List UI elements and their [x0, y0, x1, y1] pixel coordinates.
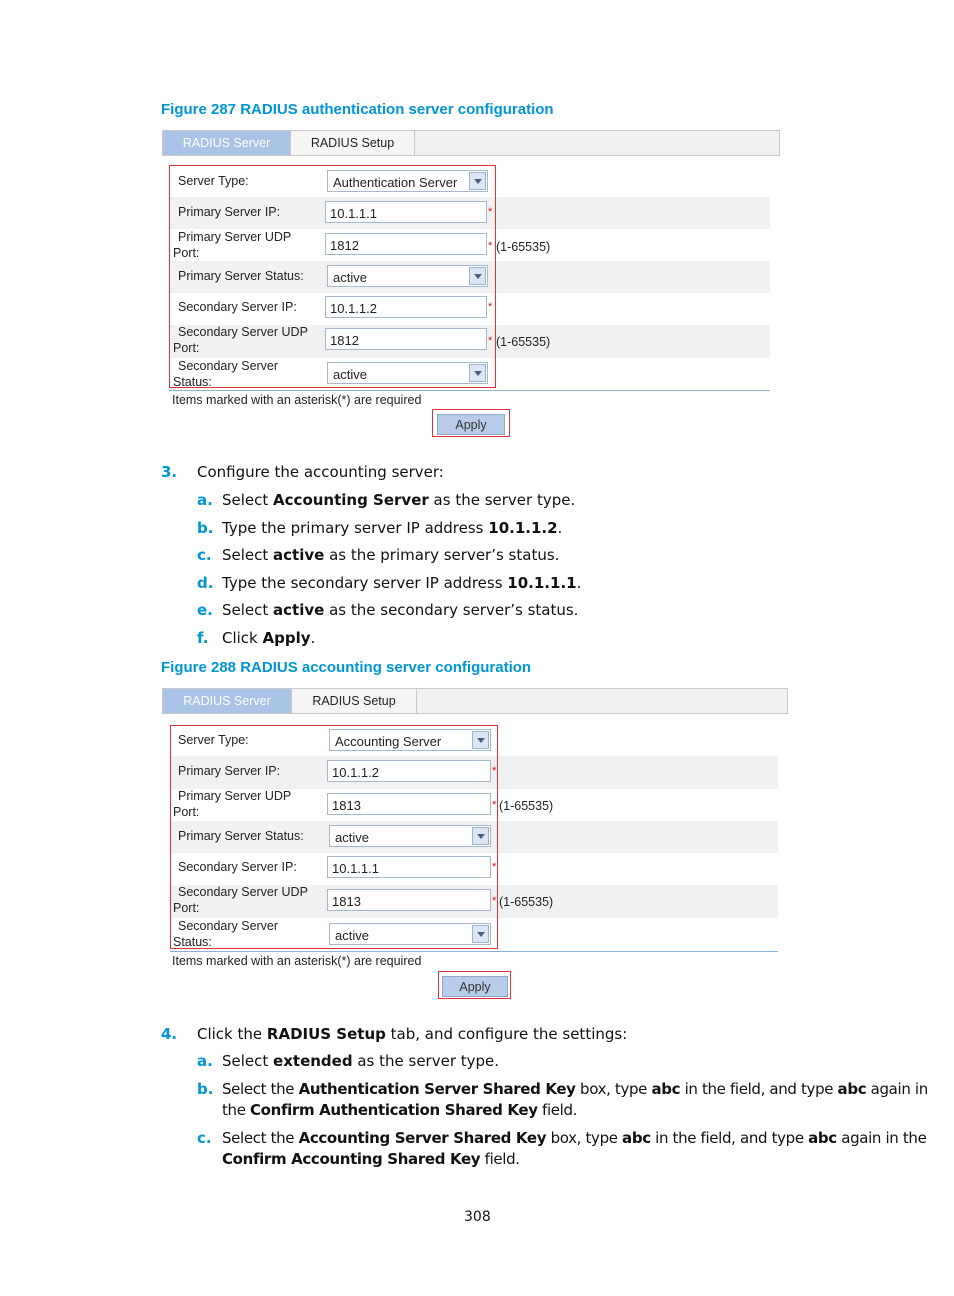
substep-letter: c.: [197, 546, 212, 564]
primary-ip-label: Primary Server IP:: [178, 764, 281, 778]
substep-text: Select Accounting Server as the server type.: [222, 491, 576, 509]
primary-port-label: Primary Server UDP: [178, 789, 292, 803]
secondary-status-select[interactable]: active: [327, 362, 488, 384]
figure-288-caption: Figure 288 RADIUS accounting server configuration: [161, 659, 532, 676]
secondary-ip-input[interactable]: 10.1.1.1: [327, 856, 491, 878]
step-number: 4.: [161, 1025, 178, 1043]
primary-port-input[interactable]: 1812: [325, 233, 487, 255]
substep-text: Select extended as the server type.: [222, 1052, 500, 1070]
port-range-hint: (1-65535): [496, 335, 551, 349]
primary-status-select[interactable]: active: [329, 825, 491, 847]
substep-letter: d.: [197, 574, 214, 592]
secondary-ip-label: Secondary Server IP:: [178, 860, 297, 874]
secondary-status-label: Secondary Server: [178, 919, 279, 933]
substep-text: Click Apply.: [222, 629, 316, 647]
port-range-hint: (1-65535): [496, 240, 551, 254]
secondary-status-label-2: Status:: [173, 375, 212, 389]
primary-status-select[interactable]: active: [327, 265, 488, 287]
secondary-status-label: Secondary Server: [178, 359, 279, 373]
secondary-port-input[interactable]: 1812: [325, 328, 487, 350]
required-asterisk: *: [492, 799, 497, 811]
primary-port-label-2: Port:: [173, 246, 200, 260]
server-type-select[interactable]: Accounting Server: [329, 729, 491, 751]
figure-287-panel: [162, 130, 780, 440]
substep-text: Select the Accounting Server Shared Key box, type abc in the field, and type abc again in the: [222, 1129, 927, 1147]
substep-text: Type the primary server IP address 10.1.1.2.: [222, 519, 563, 537]
required-note: Items marked with an asterisk(*) are required: [172, 393, 422, 407]
server-type-label: Server Type:: [178, 174, 249, 188]
tab-radius-setup[interactable]: RADIUS Setup: [291, 689, 417, 713]
substep-text: Type the secondary server IP address 10.1.1.1.: [222, 574, 582, 592]
substep-letter: f.: [197, 629, 209, 647]
primary-port-input[interactable]: 1813: [327, 793, 491, 815]
step-text: Click the RADIUS Setup tab, and configure the settings:: [197, 1025, 628, 1043]
secondary-port-label: Secondary Server UDP: [178, 325, 308, 339]
secondary-port-label: Secondary Server UDP: [178, 885, 308, 899]
port-range-hint: (1-65535): [499, 895, 554, 909]
primary-status-label: Primary Server Status:: [178, 829, 304, 843]
primary-ip-input[interactable]: 10.1.1.2: [327, 760, 491, 782]
substep-text-continued: Confirm Accounting Shared Key field.: [222, 1150, 520, 1168]
required-asterisk: *: [492, 765, 497, 777]
tab-bar: [162, 688, 788, 714]
tab-radius-server[interactable]: RADIUS Server: [163, 689, 291, 713]
step-text: Configure the accounting server:: [197, 463, 444, 481]
required-asterisk: *: [488, 335, 493, 347]
secondary-port-label-2: Port:: [173, 341, 200, 355]
server-type-label: Server Type:: [178, 733, 249, 747]
required-asterisk: *: [492, 861, 497, 873]
figure-287-caption: Figure 287 RADIUS authentication server configuration: [161, 101, 554, 118]
step-number: 3.: [161, 463, 178, 481]
secondary-status-label-2: Status:: [173, 935, 212, 949]
secondary-ip-input[interactable]: 10.1.1.2: [325, 296, 487, 318]
required-asterisk: *: [492, 895, 497, 907]
substep-letter: e.: [197, 601, 213, 619]
page-number: 308: [464, 1209, 491, 1225]
required-asterisk: *: [488, 240, 493, 252]
secondary-port-input[interactable]: 1813: [327, 889, 491, 911]
primary-port-label: Primary Server UDP: [178, 230, 292, 244]
apply-button[interactable]: Apply: [437, 414, 505, 435]
apply-button[interactable]: Apply: [442, 976, 508, 997]
secondary-ip-label: Secondary Server IP:: [178, 300, 297, 314]
divider: [169, 390, 770, 391]
server-type-select[interactable]: Authentication Server: [327, 170, 488, 192]
substep-text: Select active as the secondary server’s status.: [222, 601, 579, 619]
required-note: Items marked with an asterisk(*) are required: [172, 954, 422, 968]
highlight-box: [170, 725, 498, 949]
figure-288-panel: [162, 688, 788, 1000]
primary-ip-input[interactable]: 10.1.1.1: [325, 201, 487, 223]
substep-letter: b.: [197, 519, 214, 537]
tab-bar: [162, 130, 780, 156]
required-asterisk: *: [488, 301, 493, 313]
required-asterisk: *: [488, 206, 493, 218]
secondary-status-select[interactable]: active: [329, 923, 491, 945]
port-range-hint: (1-65535): [499, 799, 554, 813]
substep-text-continued: the Confirm Authentication Shared Key field.: [222, 1101, 578, 1119]
tab-radius-server[interactable]: RADIUS Server: [163, 131, 290, 155]
substep-letter: a.: [197, 1052, 213, 1070]
primary-ip-label: Primary Server IP:: [178, 205, 281, 219]
secondary-port-label-2: Port:: [173, 901, 200, 915]
substep-letter: a.: [197, 491, 213, 509]
primary-status-label: Primary Server Status:: [178, 269, 304, 283]
primary-port-label-2: Port:: [173, 805, 200, 819]
substep-text: Select active as the primary server’s status.: [222, 546, 560, 564]
tab-radius-setup[interactable]: RADIUS Setup: [290, 131, 415, 155]
substep-letter: c.: [197, 1129, 212, 1147]
substep-text: Select the Authentication Server Shared Key box, type abc in the field, and type abc again in: [222, 1080, 928, 1098]
divider: [170, 951, 778, 952]
highlight-box: [169, 165, 496, 388]
substep-letter: b.: [197, 1080, 214, 1098]
